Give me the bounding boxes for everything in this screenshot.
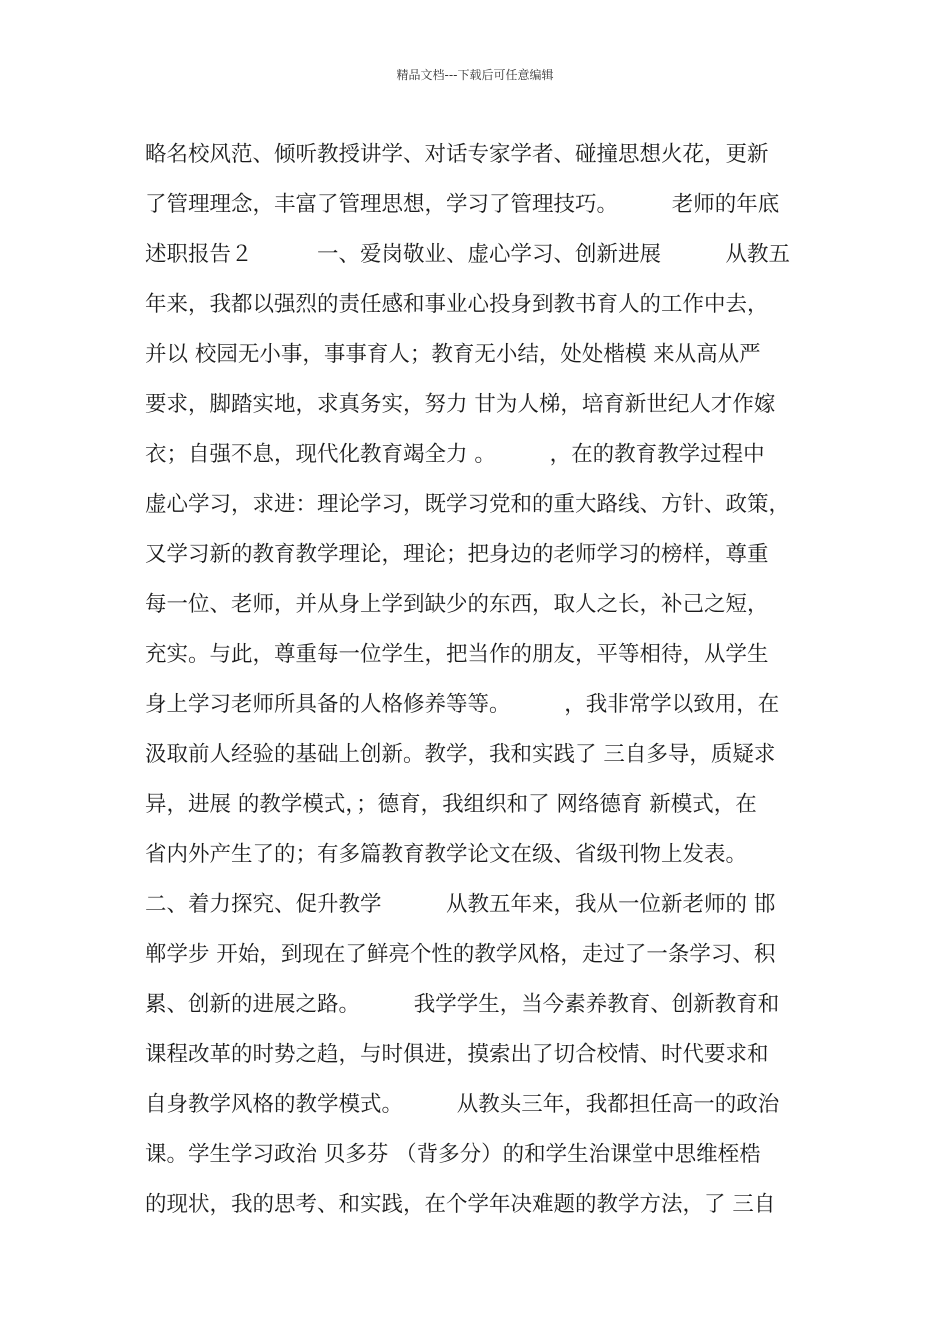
- text-line: 又学习新的教育教学理论，理论；把身边的老师学习的榜样，尊重: [145, 542, 769, 567]
- text-line: 自身教学风格的教学模式。 从教头三年，我都担任高一的政治: [145, 1092, 780, 1117]
- text-line: 汲取前人经验的基础上创新。教学，我和实践了 三自多导，质疑求: [145, 742, 776, 767]
- text-line: 的现状，我的思考、和实践，在个学年决难题的教学方法，了 三自: [145, 1192, 776, 1217]
- text-line: 虚心学习，求进：理论学习，既学习党和的重大路线、方针、政策，: [145, 492, 791, 517]
- page-header: 精品文档---下载后可任意编辑: [396, 68, 554, 82]
- text-line: 身上学习老师所具备的人格修养等等。 ，我非常学以致用，在: [145, 692, 780, 717]
- document-body: [145, 130, 825, 1230]
- text-line: 略名校风范、倾听教授讲学、对话专家学者、碰撞思想火花，更新: [145, 142, 769, 167]
- text-line: 充实。与此，尊重每一位学生，把当作的朋友，平等相待，从学生: [145, 642, 769, 667]
- text-line: 异，进展 的教学模式，；德育，我组织和了 网络德育 新模式，在: [145, 792, 757, 817]
- text-line: 课。学生学习政治 贝多芬 （背多分）的和学生治课堂中思维桎梏: [145, 1142, 761, 1167]
- text-line: 了管理理念，丰富了管理思想，学习了管理技巧。 老师的年底: [145, 192, 780, 217]
- text-line: 二、着力探究、促升教学 从教五年来，我从一位新老师的 邯: [145, 892, 776, 917]
- text-line: 课程改革的时势之趋，与时俱进，摸索出了切合校情、时代要求和: [145, 1042, 769, 1067]
- text-line: 衣；自强不息，现代化教育竭全力 。 ，在的教育教学过程中: [145, 442, 765, 467]
- text-line: 并以 校园无小事，事事育人；教育无小结，处处楷模 来从高从严: [145, 342, 761, 367]
- text-line: 郸学步 开始，到现在了鲜亮个性的教学风格，走过了一条学习、积: [145, 942, 776, 967]
- text-line: 累、创新的进展之路。 我学学生，当今素养教育、创新教育和: [145, 992, 780, 1017]
- text-line: 要求，脚踏实地，求真务实，努力 甘为人梯，培育新世纪人才作嫁: [145, 392, 776, 417]
- text-line: 年来，我都以强烈的责任感和事业心投身到教书育人的工作中去，: [145, 292, 769, 317]
- text-line: 述职报告２ 一、爱岗敬业、虚心学习、创新进展 从教五: [145, 242, 791, 267]
- text-line: 省内外产生了的；有多篇教育教学论文在级、省级刊物上发表。: [145, 842, 748, 867]
- text-line: 每一位、老师，并从身上学到缺少的东西，取人之长，补己之短，: [145, 592, 769, 617]
